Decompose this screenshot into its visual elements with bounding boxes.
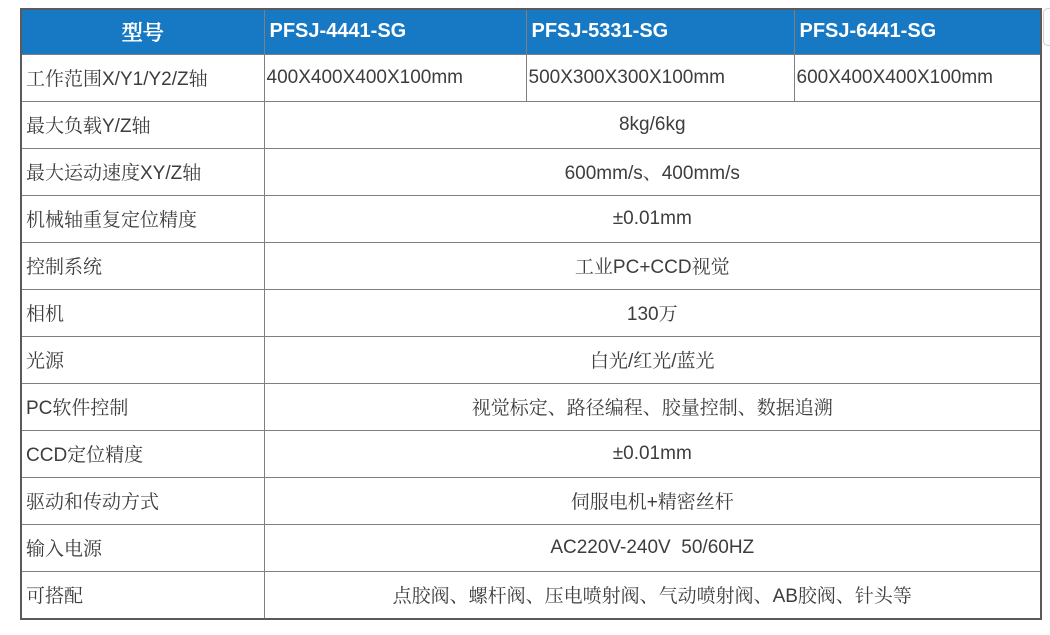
row-value: 白光/红光/蓝光 [264,336,1041,383]
table-row-max-speed [21,148,1041,195]
row-value: 500X300X300X100mm [526,54,794,101]
row-label: 控制系统 [21,242,264,289]
row-value: 130万 [264,289,1041,336]
table-row-light-source [21,336,1041,383]
row-value: 8kg/6kg [264,101,1041,148]
row-label: 驱动和传动方式 [21,477,264,524]
row-label: 最大运动速度XY/Z轴 [21,148,264,195]
row-value: AC220V-240V 50/60HZ [264,524,1041,571]
table-row-control-system [21,242,1041,289]
table-row-max-load [21,101,1041,148]
row-label: CCD定位精度 [21,430,264,477]
row-label: 可搭配 [21,571,264,619]
row-value: ±0.01mm [264,195,1041,242]
row-value: 伺服电机+精密丝杆 [264,477,1041,524]
row-value: 400X400X400X100mm [264,54,526,101]
row-label: 最大负载Y/Z轴 [21,101,264,148]
row-value: 工业PC+CCD视觉 [264,242,1041,289]
row-label: 输入电源 [21,524,264,571]
row-label: 相机 [21,289,264,336]
row-label: 工作范围X/Y1/Y2/Z轴 [21,54,264,101]
table-row-compatible-valves [21,571,1041,619]
table-header-row [21,9,1041,54]
row-value: 点胶阀、螺杆阀、压电喷射阀、气动喷射阀、AB胶阀、针头等 [264,571,1041,619]
row-value: 600mm/s、400mm/s [264,148,1041,195]
row-value: 600X400X400X100mm [794,54,1041,101]
table-row-repeat-accuracy [21,195,1041,242]
spec-table [20,8,1042,620]
table-row-camera [21,289,1041,336]
row-label: 光源 [21,336,264,383]
table-row-pc-software [21,383,1041,430]
header-cell-model-1: PFSJ-4441-SG [264,9,526,54]
table-row-drive-transmission [21,477,1041,524]
scrollbar-thumb[interactable] [1043,8,1050,46]
header-cell-model-label: 型号 [21,9,264,54]
row-label: PC软件控制 [21,383,264,430]
table-row-input-power [21,524,1041,571]
header-cell-model-2: PFSJ-5331-SG [526,9,794,54]
header-cell-model-3: PFSJ-6441-SG [794,9,1041,54]
table-row-ccd-accuracy [21,430,1041,477]
spec-table-container [20,8,1040,620]
table-row-work-range [21,54,1041,101]
row-value: 视觉标定、路径编程、胶量控制、数据追溯 [264,383,1041,430]
row-value: ±0.01mm [264,430,1041,477]
row-label: 机械轴重复定位精度 [21,195,264,242]
